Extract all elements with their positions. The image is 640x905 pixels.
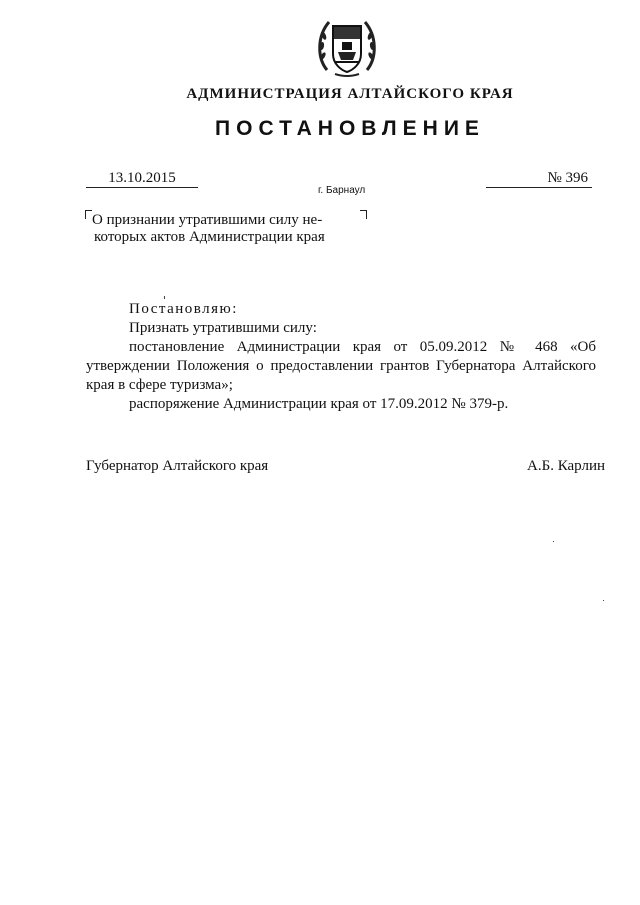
document-city: г. Барнаул xyxy=(318,185,366,196)
scan-speck xyxy=(553,541,554,542)
organization-name: АДМИНИСТРАЦИЯ АЛТАЙСКОГО КРАЯ xyxy=(186,86,514,102)
decree-word: Постановляю: xyxy=(129,301,238,317)
scan-speck xyxy=(164,296,165,299)
document-date: 13.10.2015 xyxy=(86,169,198,188)
body-paragraph-2: постановление Администрации края от 05.09.2012 № 468 «Об утверждении Положения о предоставлении грантов Губернатора Алтайского края в сфере туризма»; xyxy=(86,339,596,393)
body-paragraph-1: Признать утратившими силу: xyxy=(129,320,317,336)
signatory-title: Губернатор Алтайского края xyxy=(86,458,269,474)
document-subject xyxy=(86,212,366,246)
document-type-title: ПОСТАНОВЛЕНИЕ xyxy=(215,117,485,140)
document-number: № 396 xyxy=(486,169,592,188)
document-body xyxy=(86,300,596,414)
body-paragraph-3: распоряжение Администрации края от 17.09.2012 № 379-р. xyxy=(129,396,509,412)
signatory-name: А.Б. Карлин xyxy=(527,458,606,474)
coat-of-arms-icon xyxy=(313,12,381,80)
subject-line-1: О признании утратившими силу не- xyxy=(92,212,323,228)
scan-speck xyxy=(603,600,604,601)
subject-line-2: которых актов Администрации края xyxy=(94,229,325,245)
